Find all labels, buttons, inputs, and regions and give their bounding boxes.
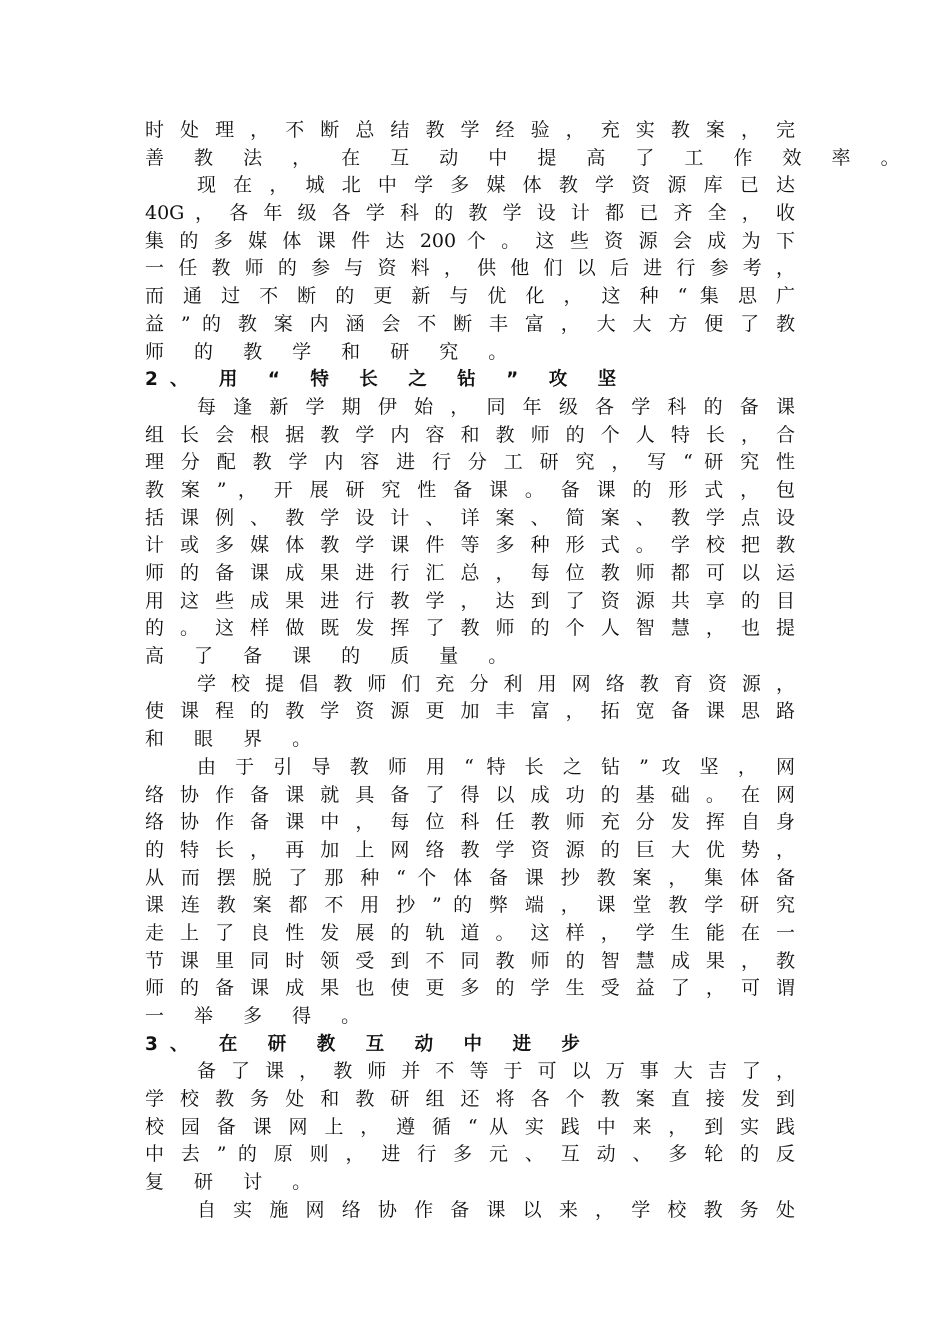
text-line: 理 分 配 教 学 内 容 进 行 分 工 研 究 ， 写 “ 研 究 性	[145, 451, 795, 474]
document-body	[145, 117, 912, 1225]
text-line: 备 了 课 ， 教 师 并 不 等 于 可 以 万 事 大 吉 了 ，	[197, 1060, 795, 1083]
text-line: 师 的 备 课 成 果 进 行 汇 总 ， 每 位 教 师 都 可 以 运	[145, 562, 795, 584]
text-line: 高 了 备 课 的 质 量 。	[145, 645, 520, 668]
text-line: 而 通 过 不 断 的 更 新 与 优 化 ， 这 种 “ 集 思 广	[145, 285, 795, 308]
text-line: 自 实 施 网 络 协 作 备 课 以 来 ， 学 校 教 务 处	[197, 1198, 795, 1221]
text-line: 学 校 教 务 处 和 教 研 组 还 将 各 个 教 案 直 接 发 到	[145, 1088, 795, 1111]
text-line: 教 案 ” ， 开 展 研 究 性 备 课 。 备 课 的 形 式 ， 包	[145, 478, 795, 501]
text-line: 的 。 这 样 做 既 发 挥 了 教 师 的 个 人 智 慧 ， 也 提	[145, 617, 795, 640]
text-line: 学 校 提 倡 教 师 们 充 分 利 用 网 络 教 育 资 源 ，	[197, 672, 795, 695]
text-line: 课 连 教 案 都 不 用 抄 ” 的 弊 端 ， 课 堂 教 学 研 究	[145, 894, 795, 917]
text-line: 的 特 长 ， 再 加 上 网 络 教 学 资 源 的 巨 大 优 势 ，	[145, 838, 795, 861]
text-line: 计 或 多 媒 体 教 学 课 件 等 多 种 形 式 。 学 校 把 教	[145, 534, 795, 557]
text-line: 从 而 摆 脱 了 那 种 “ 个 体 备 课 抄 教 案 ， 集 体 备	[145, 866, 795, 889]
text-line: 现 在 ， 城 北 中 学 多 媒 体 教 学 资 源 库 已 达	[197, 174, 795, 197]
text-line: 节 课 里 同 时 领 受 到 不 同 教 师 的 智 慧 成 果 ， 教	[145, 949, 795, 972]
text-line: 组 长 会 根 据 教 学 内 容 和 教 师 的 个 人 特 长 ， 合	[145, 423, 795, 446]
text-line: 使 课 程 的 教 学 资 源 更 加 丰 富 ， 拓 宽 备 课 思 路	[145, 700, 795, 723]
text-line: 用 这 些 成 果 进 行 教 学 ， 达 到 了 资 源 共 享 的 目	[145, 589, 795, 612]
text-line: 师 的 备 课 成 果 也 使 更 多 的 学 生 受 益 了 ， 可 谓	[145, 977, 795, 1000]
text-line: 由 于 引 导 教 师 用 “ 特 长 之 钻 ” 攻 坚 ， 网	[197, 755, 795, 778]
text-line: 复 研 讨 。	[145, 1171, 324, 1194]
section-heading: 2、 用 “ 特 长 之 钻 ” 攻 坚	[145, 369, 629, 391]
text-line: 括 课 例 、 教 学 设 计 、 详 案 、 简 案 、 教 学 点 设	[145, 506, 795, 529]
text-line: 时 处 理 ， 不 断 总 结 教 学 经 验 ， 充 实 教 案 ， 完	[145, 119, 795, 141]
text-line: 集 的 多 媒 体 课 件 达 200 个 。 这 些 资 源 会 成 为 下	[145, 229, 795, 252]
text-line: 中 去 ” 的 原 则 ， 进 行 多 元 、 互 动 、 多 轮 的 反	[145, 1143, 795, 1166]
section-heading: 3、 在 研 教 互 动 中 进 步	[145, 1033, 592, 1055]
text-line: 和 眼 界 。	[145, 728, 324, 751]
text-line: 校 园 备 课 网 上 ， 遵 循 “ 从 实 践 中 来 ， 到 实 践	[145, 1115, 795, 1138]
text-line: 一 任 教 师 的 参 与 资 料 ， 供 他 们 以 后 进 行 参 考 ，	[145, 257, 795, 280]
text-line: 每 逢 新 学 期 伊 始 ， 同 年 级 各 学 科 的 备 课	[197, 395, 795, 418]
text-line: 络 协 作 备 课 中 ， 每 位 科 任 教 师 充 分 发 挥 自 身	[145, 811, 795, 834]
text-line: 师 的 教 学 和 研 究 。	[145, 340, 520, 363]
text-line: 40G ， 各 年 级 各 学 科 的 教 学 设 计 都 已 齐 全 ， 收	[145, 202, 795, 225]
text-line: 络 协 作 备 课 就 具 备 了 得 以 成 功 的 基 础 。 在 网	[145, 783, 795, 806]
text-line: 善 教 法 ， 在 互 动 中 提 高 了 工 作 效 率 。	[145, 146, 912, 169]
text-line: 益 ” 的 教 案 内 涵 会 不 断 丰 富 ， 大 大 方 便 了 教	[145, 312, 795, 335]
text-line: 走 上 了 良 性 发 展 的 轨 道 。 这 样 ， 学 生 能 在 一	[145, 921, 795, 944]
text-line: 一 举 多 得 。	[145, 1005, 373, 1027]
